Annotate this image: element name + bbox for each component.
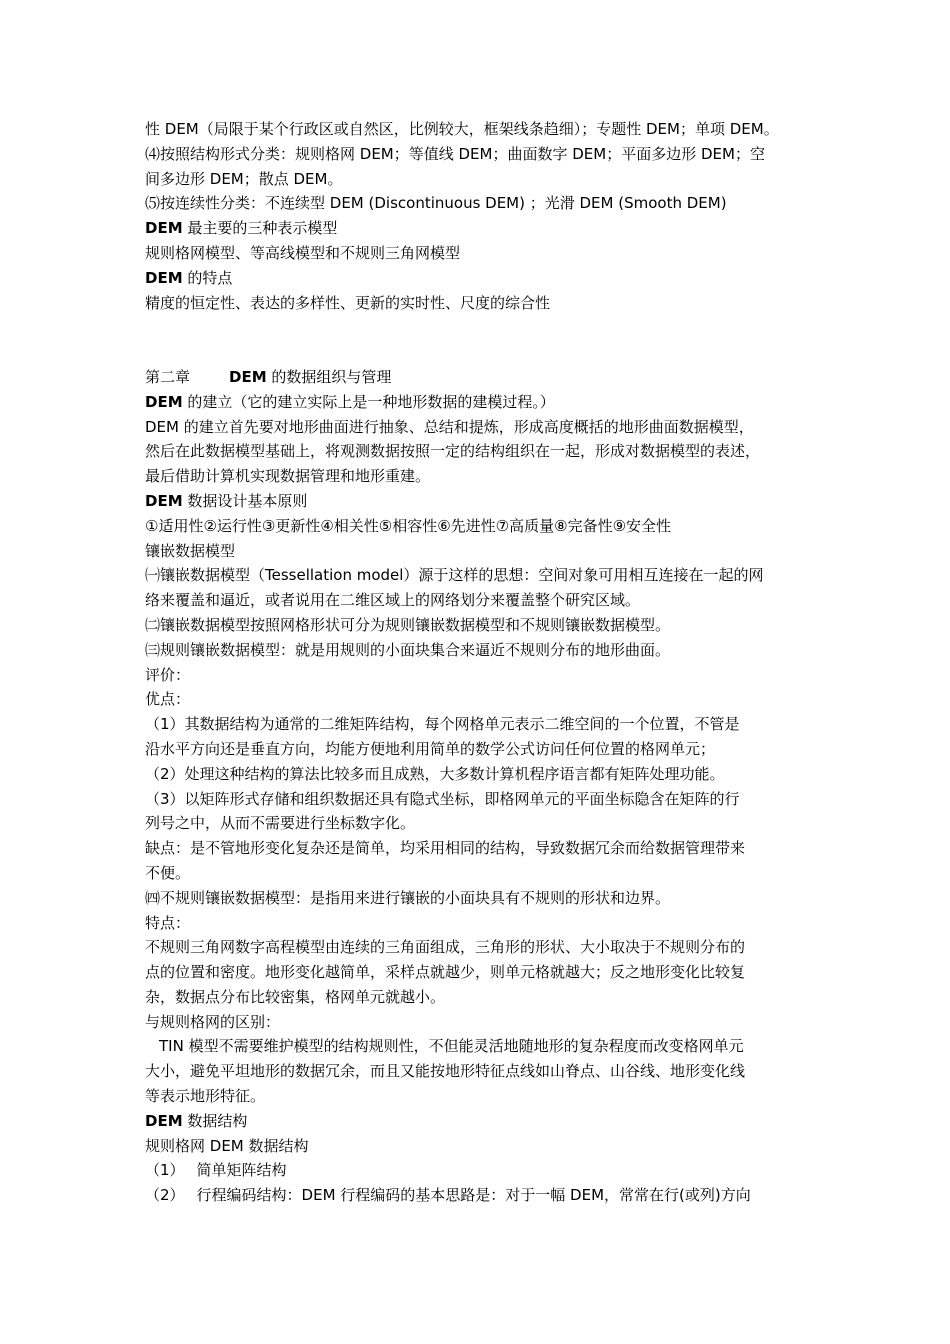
chapter-number: 第二章	[145, 367, 191, 386]
chapter-text: 的数据组织与管理	[266, 367, 392, 386]
text-line: （1）其数据结构为通常的二维矩阵结构，每个网格单元表示二维空间的一个位置，不管是	[145, 715, 740, 734]
heading-dem-models	[145, 216, 809, 241]
text-line: 杂，数据点分布比较密集，格网单元就越小。	[145, 987, 446, 1006]
heading-text: 最主要的三种表示模型	[182, 219, 338, 238]
text-line: 与规则格网的区别：	[145, 1012, 281, 1031]
text-line: 然后在此数据模型基础上，将观测数据按照一定的结构组织在一起，形成对数据模型的表述，	[145, 442, 761, 461]
text-line: 规则格网模型、等高线模型和不规则三角网模型	[145, 243, 461, 262]
text-line: 列号之中，从而不需要进行坐标数字化。	[145, 814, 416, 833]
text-line: 大小，避免平坦地形的数据冗余，而且又能按地形特征点线如山脊点、山谷线、地形变化线	[145, 1062, 746, 1081]
text-line: ⑷按照结构形式分类：规则格网 DEM；等值线 DEM；曲面数字 DEM；平面多边形 DEM；空	[145, 144, 765, 163]
heading-bold-term: DEM	[145, 491, 183, 510]
text-line: ⑸按连续性分类：不连续型 DEM (Discontinuous DEM) ；光滑 DEM (Smooth DEM)	[145, 194, 727, 213]
text-line: （3）以矩阵形式存储和组织数据还具有隐式坐标，即格网单元的平面坐标隐含在矩阵的行	[145, 789, 740, 808]
item-text: 简单矩阵结构	[196, 1161, 287, 1180]
text-line: ①适用性②运行性③更新性④相关性⑤相容性⑥先进性⑦高质量⑧完备性⑨安全性	[145, 516, 672, 535]
heading-bold-term: DEM	[145, 1111, 183, 1130]
heading-text: 的建立（它的建立实际上是一种地形数据的建模过程。）	[182, 392, 555, 411]
item-number: （2）	[145, 1186, 185, 1205]
text-line: 评价：	[145, 665, 191, 684]
numbered-item	[145, 1158, 809, 1183]
text-line: 等表示地形特征。	[145, 1087, 266, 1106]
indented-text: TIN 模型不需要维护模型的结构规则性，不但能灵活地随地形的复杂程度而改变格网单元	[159, 1037, 744, 1056]
text-line: 规则格网 DEM 数据结构	[145, 1136, 309, 1155]
document-page	[145, 117, 809, 1208]
text-line: ㈠镶嵌数据模型（Tessellation model）源于这样的思想：空间对象可用相互连接在一起的网	[145, 566, 764, 585]
text-line: ㈡镶嵌数据模型按照网格形状可分为规则镶嵌数据模型和不规则镶嵌数据模型。	[145, 615, 671, 634]
text-line: 优点：	[145, 690, 191, 709]
text-line: （2）处理这种结构的算法比较多而且成熟，大多数计算机程序语言都有矩阵处理功能。	[145, 764, 725, 783]
text-line: 沿水平方向还是垂直方向，均能方便地利用简单的数学公式访问任何位置的格网单元；	[145, 739, 716, 758]
text-line: ㈣不规则镶嵌数据模型：是指用来进行镶嵌的小面块具有不规则的形状和边界。	[145, 888, 671, 907]
text-line: 最后借助计算机实现数据管理和地形重建。	[145, 467, 431, 486]
text-line: 镶嵌数据模型	[145, 541, 236, 560]
text-line: 点的位置和密度。地形变化越简单，采样点就越少，则单元格就越大；反之地形变化比较复	[145, 963, 746, 982]
chapter-bold-term: DEM	[229, 367, 267, 386]
heading-text: 的特点	[182, 268, 233, 287]
text-line: 精度的恒定性、表达的多样性、更新的实时性、尺度的综合性	[145, 293, 551, 312]
numbered-item	[145, 1183, 809, 1208]
text-line: DEM 的建立首先要对地形曲面进行抽象、总结和提炼，形成高度概括的地形曲面数据模型，	[145, 417, 754, 436]
text-line: 不规则三角网数字高程模型由连续的三角面组成，三角形的形状、大小取决于不规则分布的	[145, 938, 746, 957]
heading-text: 数据设计基本原则	[182, 491, 308, 510]
heading-dem-design	[145, 489, 809, 514]
heading-text: 数据结构	[182, 1111, 248, 1130]
text-line: 特点：	[145, 913, 191, 932]
heading-bold-term: DEM	[145, 392, 183, 411]
text-line: 不便。	[145, 863, 191, 882]
heading-bold-term: DEM	[145, 268, 183, 287]
item-number: （1）	[145, 1161, 185, 1180]
indented-line	[145, 1034, 809, 1059]
text-line: 缺点：是不管地形变化复杂还是简单，均采用相同的结构，导致数据冗余而给数据管理带来	[145, 839, 746, 858]
section-gap	[145, 315, 809, 365]
chapter-title	[145, 365, 809, 390]
heading-dem-structure	[145, 1109, 809, 1134]
text-line: 络来覆盖和逼近，或者说用在二维区域上的网络划分来覆盖整个研究区域。	[145, 591, 641, 610]
text-line: 性 DEM（局限于某个行政区或自然区，比例较大，框架线条趋细）；专题性 DEM；单项 DEM。	[145, 120, 779, 138]
heading-bold-term: DEM	[145, 219, 183, 238]
item-text: 行程编码结构：DEM 行程编码的基本思路是：对于一幅 DEM，常常在行(或列)方向	[196, 1186, 751, 1205]
heading-dem-build	[145, 390, 809, 415]
text-line: 间多边形 DEM；散点 DEM。	[145, 169, 343, 188]
heading-dem-features	[145, 266, 809, 291]
text-line: ㈢规则镶嵌数据模型：就是用规则的小面块集合来逼近不规则分布的地形曲面。	[145, 640, 671, 659]
